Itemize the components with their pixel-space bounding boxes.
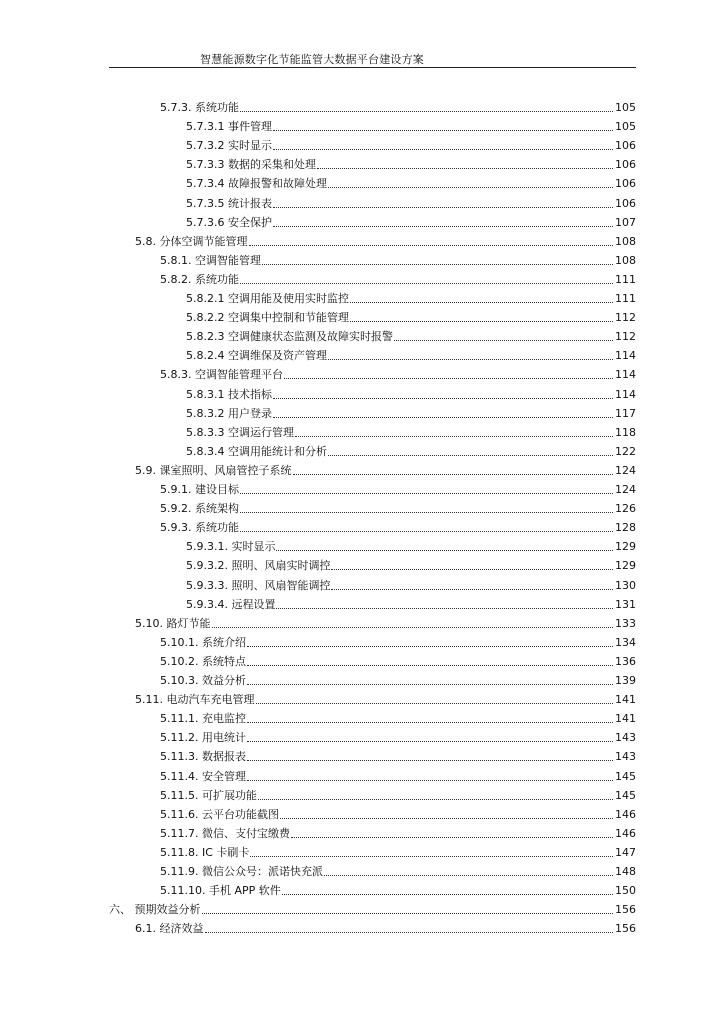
toc-page-number: 117: [615, 406, 636, 420]
toc-entry-title: 5.11. 电动汽车充电管理: [135, 693, 255, 707]
toc-entry[interactable]: [160, 745, 636, 764]
toc-entry[interactable]: [135, 459, 636, 478]
toc-entry[interactable]: [186, 383, 636, 402]
toc-entry-title: 5.8.1. 空调智能管理: [160, 253, 261, 267]
toc-entry[interactable]: [109, 898, 636, 917]
toc-entry[interactable]: [186, 211, 636, 230]
toc-page-number: 134: [615, 635, 636, 649]
toc-page-number: 139: [615, 674, 636, 687]
toc-entry-title: 5.11.7. 微信、支付宝缴费: [160, 826, 290, 840]
toc-entry-title: 5.7.3.5 统计报表: [186, 196, 272, 210]
toc-entry[interactable]: [160, 784, 636, 803]
toc-dot-leader: [240, 512, 613, 513]
toc-entry[interactable]: [186, 192, 636, 211]
toc-dot-leader: [331, 589, 613, 590]
toc-entry-title: 5.11.8. IC 卡刷卡: [160, 845, 250, 859]
toc-entry-title: 5.8.2.4 空调维保及资产管理: [186, 349, 327, 363]
toc-dot-leader: [273, 417, 613, 418]
toc-dot-leader: [284, 378, 613, 379]
toc-page-number: 111: [615, 292, 636, 305]
toc-dot-leader: [295, 436, 613, 437]
toc-entry-title: 5.9.3.1. 实时显示: [186, 540, 276, 554]
toc-dot-leader: [328, 359, 613, 360]
toc-dot-leader: [205, 932, 614, 933]
toc-dot-leader: [258, 799, 613, 800]
toc-entry[interactable]: [160, 650, 636, 669]
toc-page-number: 128: [615, 521, 636, 535]
toc-entry-title: 5.7.3.6 安全保护: [186, 215, 272, 229]
toc-entry-title: 5.7.3. 系统功能: [160, 101, 239, 114]
toc-dot-leader: [328, 455, 613, 456]
toc-page-number: 148: [615, 865, 636, 878]
toc-entry[interactable]: [160, 268, 636, 287]
toc-entry-title: 5.8.2.2 空调集中控制和节能管理: [186, 311, 349, 325]
toc-page-number: 129: [615, 540, 636, 554]
toc-dot-leader: [273, 398, 613, 399]
toc-entry[interactable]: [186, 421, 636, 440]
toc-entry[interactable]: [135, 612, 636, 631]
toc-entry[interactable]: [186, 593, 636, 612]
toc-entry-title: 5.9.3.4. 远程设置: [186, 597, 276, 611]
toc-entry-title: 5.11.10. 手机 APP 软件: [160, 884, 281, 898]
toc-page-number: 114: [615, 349, 636, 363]
toc-dot-leader: [240, 111, 613, 112]
toc-entry-title: 5.11.3. 数据报表: [160, 750, 246, 764]
toc-entry[interactable]: [160, 726, 636, 745]
toc-entry[interactable]: [186, 287, 636, 306]
toc-entry-title: 六、 预期效益分析: [109, 903, 201, 917]
toc-entry[interactable]: [186, 172, 636, 191]
toc-page-number: 122: [615, 444, 636, 458]
toc-entry-title: 5.8.3.2 用户登录: [186, 406, 272, 420]
toc-entry[interactable]: [186, 574, 636, 593]
toc-dot-leader: [273, 130, 613, 131]
toc-page-number: 105: [615, 101, 636, 114]
toc-page-number: 114: [615, 387, 636, 401]
toc-page-number: 124: [615, 463, 636, 477]
toc-page-number: 141: [615, 693, 636, 707]
toc-entry[interactable]: [160, 860, 636, 879]
toc-dot-leader: [273, 149, 613, 150]
toc-dot-leader: [280, 818, 613, 819]
toc-dot-leader: [256, 703, 614, 704]
toc-entry-title: 5.11.9. 微信公众号：派诺快充派: [160, 865, 323, 878]
toc-entry[interactable]: [160, 669, 636, 688]
toc-entry[interactable]: [186, 153, 636, 172]
toc-page-number: 126: [615, 502, 636, 516]
toc-entry-title: 5.10.3. 效益分析: [160, 674, 246, 687]
toc-entry-title: 5.11.1. 充电监控: [160, 712, 246, 726]
toc-dot-leader: [262, 264, 613, 265]
toc-entry[interactable]: [186, 440, 636, 459]
toc-page-number: 133: [615, 616, 636, 630]
toc-dot-leader: [247, 760, 613, 761]
toc-page-number: 156: [615, 903, 636, 917]
toc-entry-title: 5.11.4. 安全管理: [160, 769, 246, 783]
toc-dot-leader: [394, 340, 613, 341]
toc-entry[interactable]: [186, 554, 636, 573]
toc-entry[interactable]: [135, 688, 636, 707]
toc-dot-leader: [247, 665, 613, 666]
toc-entry[interactable]: [160, 631, 636, 650]
toc-entry[interactable]: [186, 402, 636, 421]
toc-entry-title: 5.8.3.4 空调用能统计和分析: [186, 444, 327, 458]
toc-dot-leader: [282, 894, 613, 895]
toc-entry-title: 5.9.3. 系统功能: [160, 521, 239, 535]
toc-dot-leader: [247, 722, 613, 723]
toc-entry-title: 5.8.2.3 空调健康状态监测及故障实时报警: [186, 330, 393, 344]
toc-page-number: 130: [615, 578, 636, 592]
toc-dot-leader: [212, 627, 614, 628]
toc-dot-leader: [331, 569, 613, 570]
toc-page-number: 106: [615, 177, 636, 191]
toc-dot-leader: [291, 837, 613, 838]
toc-page-number: 105: [615, 120, 636, 134]
toc-dot-leader: [324, 875, 613, 876]
toc-entry-title: 5.9.2. 系统架构: [160, 502, 239, 516]
toc-page-number: 112: [615, 311, 636, 325]
page-header-title: 智慧能源数字化节能监管大数据平台建设方案: [200, 53, 424, 66]
toc-page-number: 111: [615, 272, 636, 286]
toc-page-number: 143: [615, 731, 636, 745]
toc-dot-leader: [247, 741, 613, 742]
toc-entry[interactable]: [186, 344, 636, 363]
toc-dot-leader: [202, 913, 614, 914]
toc-dot-leader: [350, 321, 613, 322]
toc-dot-leader: [240, 283, 613, 284]
toc-page-number: 108: [615, 234, 636, 248]
toc-dot-leader: [250, 856, 613, 857]
toc-dot-leader: [276, 608, 613, 609]
toc-dot-leader: [328, 187, 613, 188]
toc-page-number: 124: [615, 483, 636, 496]
toc-page-number: 118: [615, 425, 636, 439]
toc-dot-leader: [247, 646, 613, 647]
toc-entry-title: 5.7.3.1 事件管理: [186, 120, 272, 134]
toc-entry[interactable]: [160, 516, 636, 535]
toc-page-number: 129: [615, 559, 636, 573]
toc-entry-title: 5.9.3.2. 照明、风扇实时调控: [186, 559, 331, 573]
toc-page-number: 146: [615, 807, 636, 821]
toc-dot-leader: [240, 493, 613, 494]
toc-page-number: 156: [615, 922, 636, 936]
toc-entry-title: 5.9.1. 建设目标: [160, 483, 239, 496]
toc-dot-leader: [293, 474, 614, 475]
toc-dot-leader: [276, 550, 613, 551]
toc-entry[interactable]: [186, 134, 636, 153]
toc-entry[interactable]: [160, 249, 636, 268]
toc-dot-leader: [317, 168, 613, 169]
toc-page-number: 136: [615, 654, 636, 668]
toc-entry-title: 5.10.2. 系统特点: [160, 654, 246, 668]
toc-entry[interactable]: [135, 230, 636, 249]
toc-dot-leader: [350, 302, 613, 303]
toc-entry[interactable]: [186, 535, 636, 554]
toc-page-number: 112: [615, 330, 636, 344]
toc-page-number: 147: [615, 845, 636, 859]
toc-page-number: 106: [615, 139, 636, 153]
toc-page-number: 106: [615, 196, 636, 210]
toc-page-number: 143: [615, 750, 636, 764]
toc-entry[interactable]: [160, 841, 636, 860]
toc-page-number: 114: [615, 368, 636, 382]
toc-page-number: 150: [615, 884, 636, 898]
toc-page-number: 107: [615, 215, 636, 229]
toc-entry-title: 5.8.2. 系统功能: [160, 272, 239, 286]
toc-entry[interactable]: [160, 478, 636, 497]
toc-entry[interactable]: [186, 306, 636, 325]
toc-entry-title: 5.10.1. 系统介绍: [160, 635, 246, 649]
toc-page-number: 141: [615, 712, 636, 726]
toc-page-number: 146: [615, 826, 636, 840]
toc-entry[interactable]: [160, 363, 636, 382]
toc-dot-leader: [247, 684, 613, 685]
toc-page-number: 131: [615, 597, 636, 611]
toc-page-number: 108: [615, 253, 636, 267]
toc-entry-title: 5.7.3.4 故障报警和故障处理: [186, 177, 327, 191]
toc-entry[interactable]: [135, 917, 636, 936]
toc-entry-title: 5.11.2. 用电统计: [160, 731, 246, 745]
toc-entry-title: 5.11.5. 可扩展功能: [160, 788, 257, 802]
toc-page-number: 145: [615, 769, 636, 783]
toc-entry[interactable]: [160, 497, 636, 516]
toc-entry[interactable]: [186, 325, 636, 344]
toc-entry-title: 5.8.3.1 技术指标: [186, 387, 272, 401]
toc-entry[interactable]: [160, 803, 636, 822]
toc-entry-title: 6.1. 经济效益: [135, 922, 204, 936]
toc-entry-title: 5.9.3.3. 照明、风扇智能调控: [186, 578, 331, 592]
toc-dot-leader: [249, 245, 614, 246]
header-divider: [109, 67, 636, 68]
toc-entry-title: 5.9. 课室照明、风扇管控子系统: [135, 463, 292, 477]
toc-page-number: 106: [615, 158, 636, 172]
toc-entry-title: 5.8. 分体空调节能管理: [135, 234, 248, 248]
toc-entry-title: 5.8.3.3 空调运行管理: [186, 425, 294, 439]
toc-page-number: 145: [615, 788, 636, 802]
toc-entry[interactable]: [186, 115, 636, 134]
toc-entry-title: 5.8.3. 空调智能管理平台: [160, 368, 283, 382]
toc-entry-title: 5.7.3.2 实时显示: [186, 139, 272, 153]
toc-dot-leader: [273, 207, 613, 208]
toc-entry[interactable]: [160, 879, 636, 898]
toc-dot-leader: [247, 780, 613, 781]
toc-entry[interactable]: [160, 96, 636, 115]
toc-entry[interactable]: [160, 822, 636, 841]
toc-entry[interactable]: [160, 707, 636, 726]
toc-dot-leader: [240, 531, 613, 532]
toc-entry-title: 5.10. 路灯节能: [135, 616, 211, 630]
toc-entry-title: 5.8.2.1 空调用能及使用实时监控: [186, 292, 349, 305]
toc-entry-title: 5.7.3.3 数据的采集和处理: [186, 158, 316, 172]
toc-entry[interactable]: [160, 765, 636, 784]
toc-entry-title: 5.11.6. 云平台功能截图: [160, 807, 279, 821]
toc-dot-leader: [273, 226, 613, 227]
